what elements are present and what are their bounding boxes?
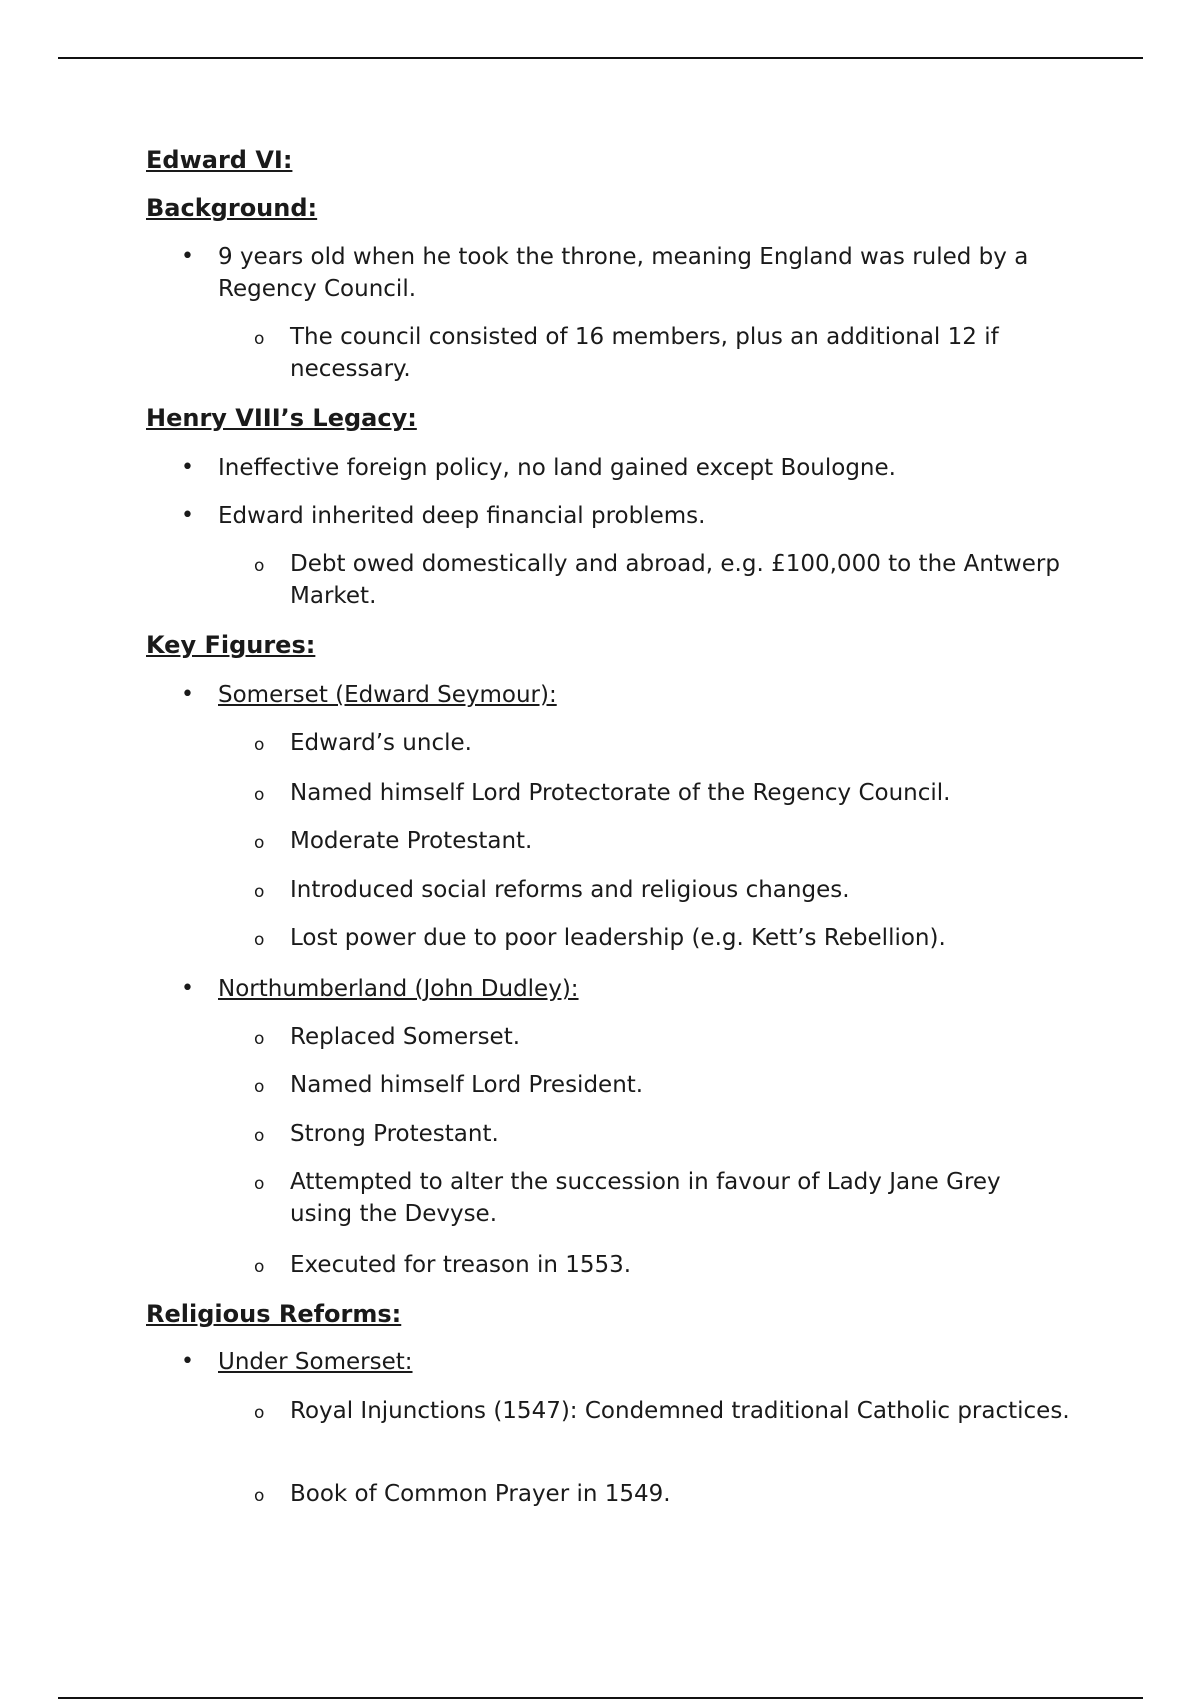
bullet-icon: •: [181, 1349, 194, 1374]
sub-bullet-icon: o: [254, 833, 265, 853]
list-item: [254, 727, 1070, 759]
sub-bullet-icon: o: [254, 1029, 265, 1049]
bullet-icon: •: [181, 976, 194, 1001]
somerset-label: Somerset (Edward Seymour):: [218, 682, 557, 708]
list-item: [181, 679, 1068, 711]
list-item: [254, 777, 1070, 809]
list-item-text: Introduced social reforms and religious changes.: [290, 877, 850, 903]
list-item: [181, 452, 1068, 484]
list-item: [254, 874, 1070, 906]
sub-bullet-icon: o: [254, 735, 265, 755]
sub-bullet-icon: o: [254, 1257, 265, 1277]
list-item: [254, 1069, 1070, 1101]
heading-henry-legacy: Henry VIII’s Legacy:: [146, 404, 417, 432]
list-item-text: Executed for treason in 1553.: [290, 1252, 632, 1278]
list-item-text: The council consisted of 16 members, plus an additional 12 if necessary.: [290, 324, 999, 382]
list-item-text: Moderate Protestant.: [290, 828, 533, 854]
sub-bullet-icon: o: [254, 556, 265, 576]
sub-bullet-icon: o: [254, 1486, 265, 1506]
list-item-text: Edward’s uncle.: [290, 730, 472, 756]
list-item-text: Edward inherited deep financial problems.: [218, 503, 706, 529]
list-item-text: Debt owed domestically and abroad, e.g. £100,000 to the Antwerp Market.: [290, 551, 1060, 609]
heading-background: Background:: [146, 194, 318, 222]
list-item: [254, 1478, 1070, 1510]
bullet-icon: •: [181, 682, 194, 707]
under-somerset-label: Under Somerset:: [218, 1349, 413, 1375]
bullet-icon: •: [181, 455, 194, 480]
list-item-text: Strong Protestant.: [290, 1121, 499, 1147]
sub-bullet-icon: o: [254, 1403, 265, 1423]
list-item-text: Replaced Somerset.: [290, 1024, 521, 1050]
bullet-icon: •: [181, 503, 194, 528]
list-item-text: Royal Injunctions (1547): Condemned traditional Catholic practices.: [290, 1398, 1070, 1424]
list-item-text: Named himself Lord Protectorate of the Regency Council.: [290, 780, 951, 806]
list-item: [181, 973, 1068, 1005]
sub-bullet-icon: o: [254, 1126, 265, 1146]
list-item: [254, 548, 1070, 612]
list-item: [254, 922, 1070, 954]
list-item-text: Attempted to alter the succession in favour of Lady Jane Grey using the Devyse.: [290, 1169, 1001, 1227]
northumberland-label: Northumberland (John Dudley):: [218, 976, 579, 1002]
sub-bullet-icon: o: [254, 785, 265, 805]
list-item: [254, 1118, 1070, 1150]
list-item: [254, 1166, 1070, 1230]
sub-bullet-icon: o: [254, 1174, 265, 1194]
heading-edward-vi: Edward VI:: [146, 146, 293, 174]
list-item-text: Lost power due to poor leadership (e.g. Kett’s Rebellion).: [290, 925, 946, 951]
list-item: [254, 1021, 1070, 1053]
list-item: [254, 825, 1070, 857]
bullet-icon: •: [181, 244, 194, 269]
heading-key-figures: Key Figures:: [146, 631, 316, 659]
list-item: [181, 500, 1068, 532]
sub-bullet-icon: o: [254, 930, 265, 950]
list-item-text: 9 years old when he took the throne, meaning England was ruled by a Regency Council.: [218, 244, 1029, 302]
list-item: [181, 241, 1068, 305]
list-item: [254, 1395, 1070, 1427]
list-item: [254, 321, 1070, 385]
heading-religious-reforms: Religious Reforms:: [146, 1300, 402, 1328]
sub-bullet-icon: o: [254, 882, 265, 902]
list-item: [254, 1249, 1070, 1281]
list-item-text: Book of Common Prayer in 1549.: [290, 1481, 671, 1507]
footer-rule: [58, 1697, 1143, 1699]
sub-bullet-icon: o: [254, 329, 265, 349]
list-item-text: Ineffective foreign policy, no land gained except Boulogne.: [218, 455, 896, 481]
list-item: [181, 1346, 1068, 1378]
list-item-text: Named himself Lord President.: [290, 1072, 644, 1098]
sub-bullet-icon: o: [254, 1077, 265, 1097]
